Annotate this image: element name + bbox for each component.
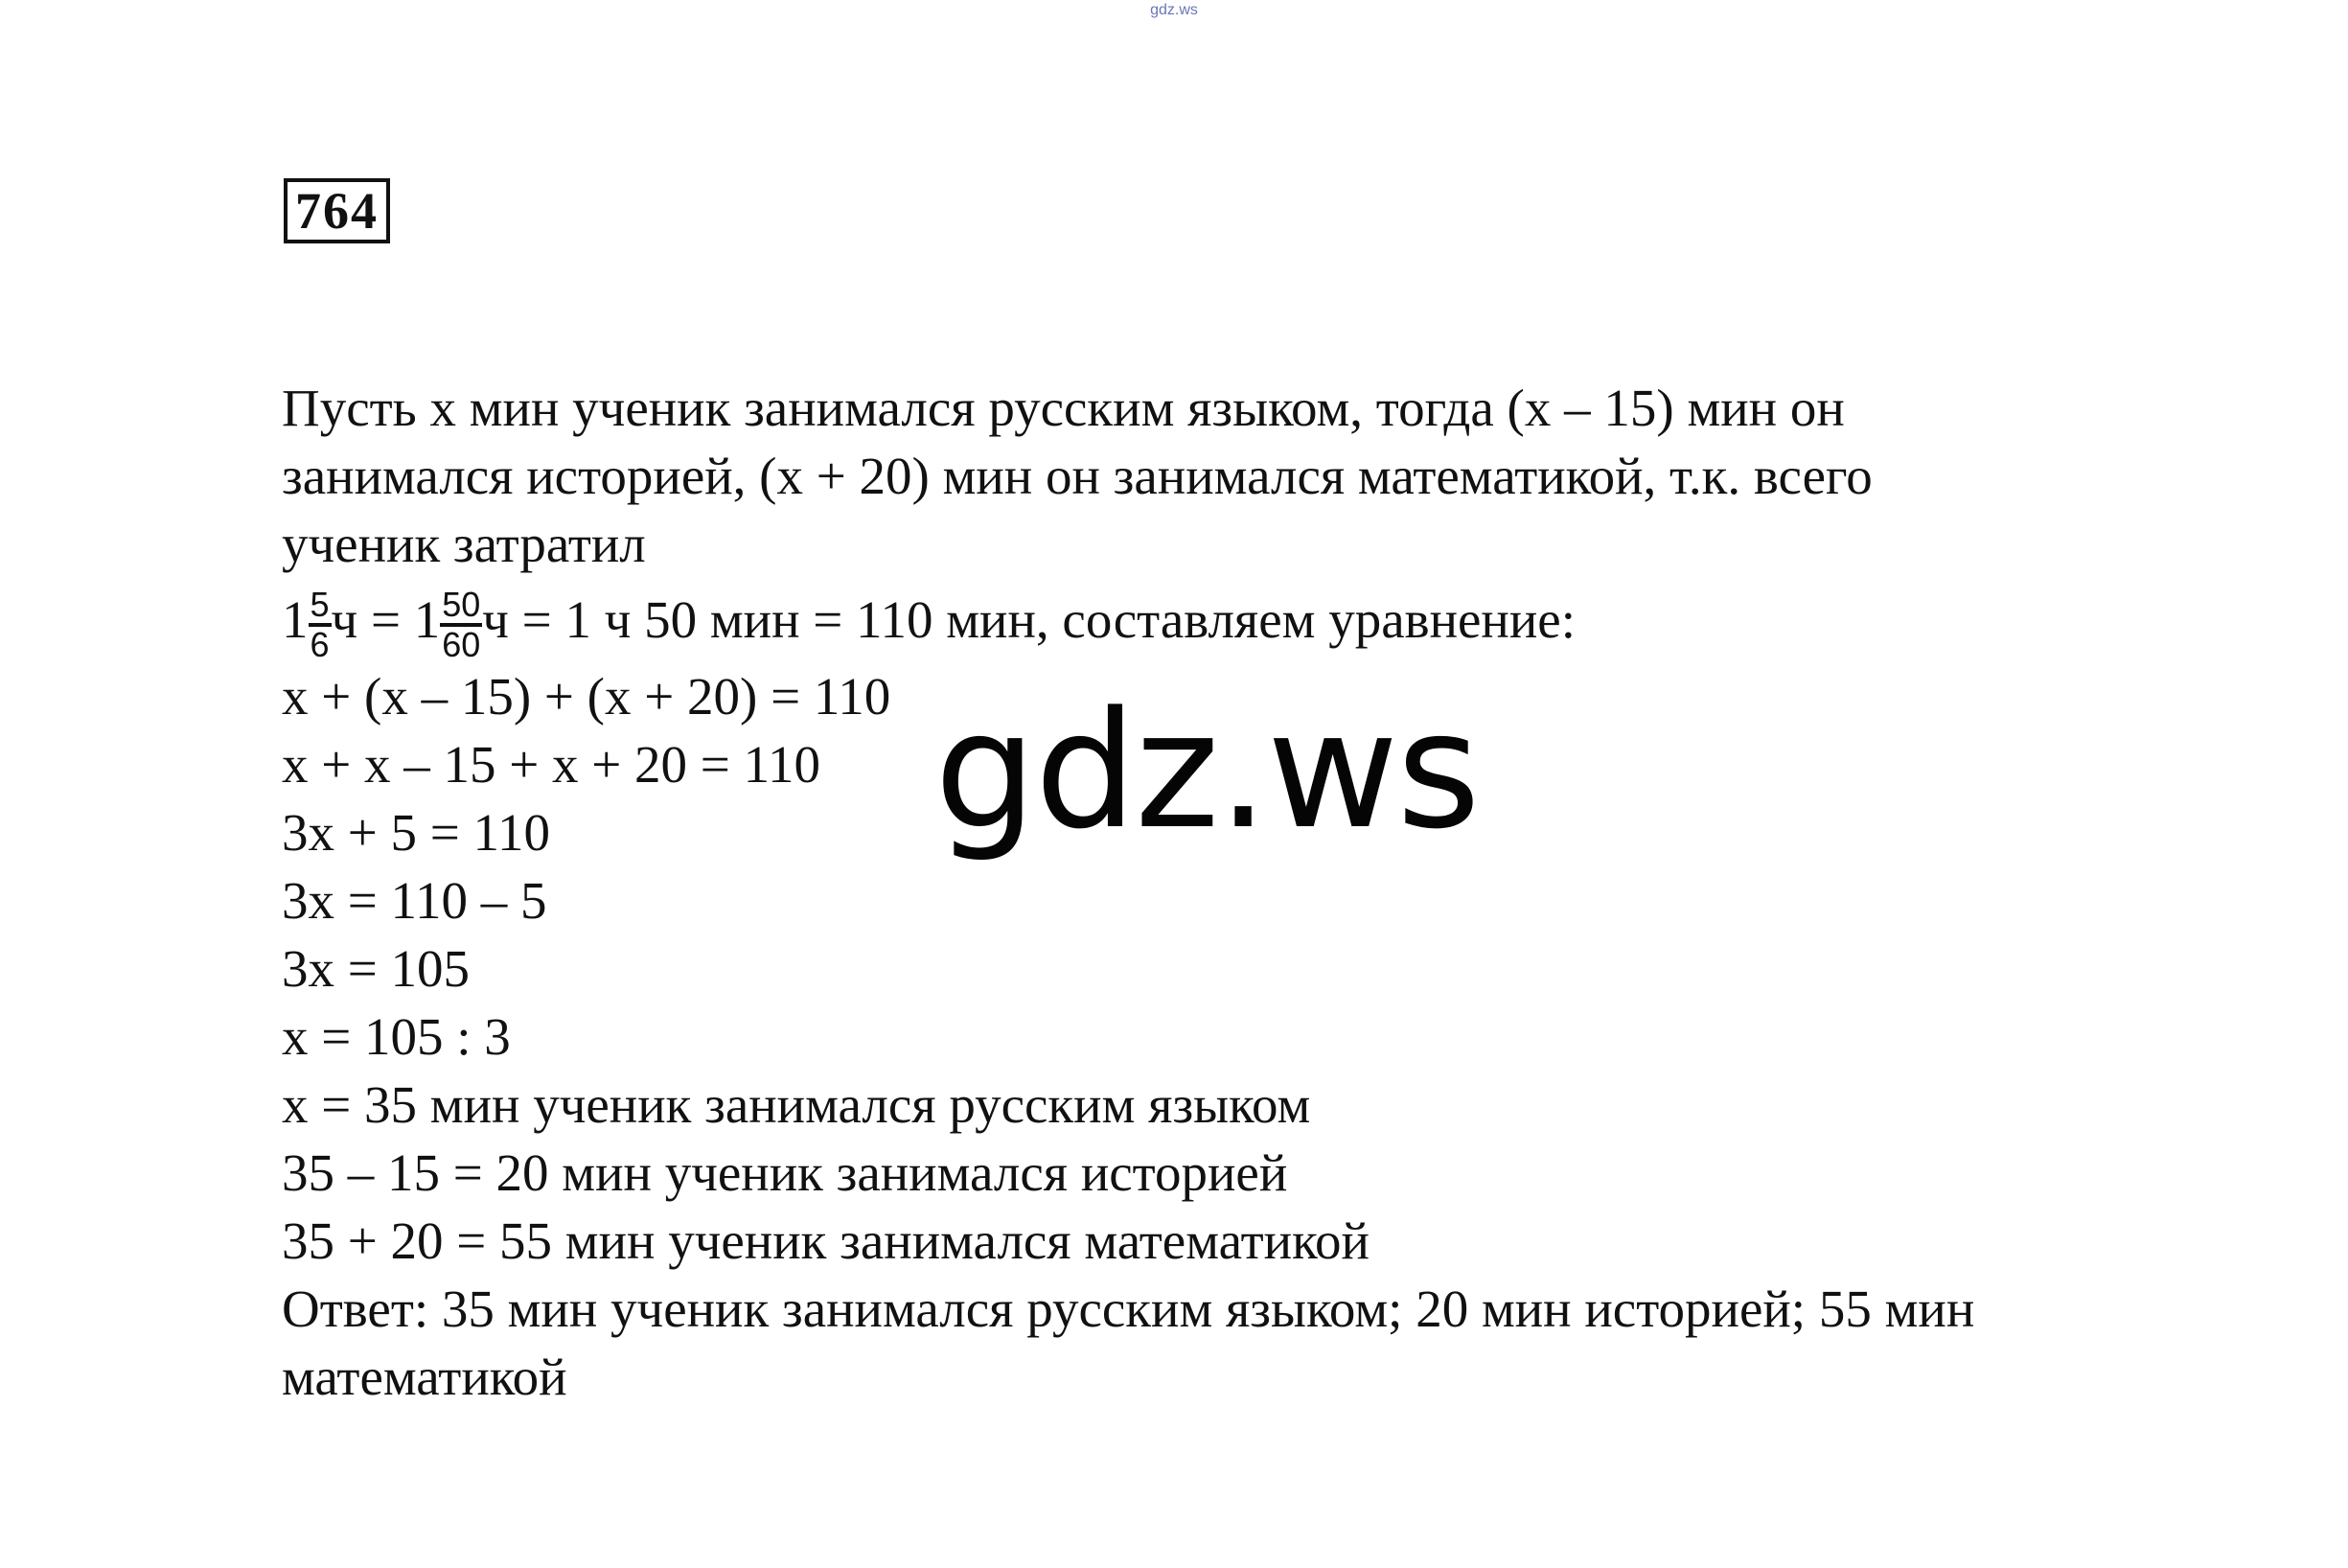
fraction-fifty-sixtieths	[440, 587, 482, 663]
fraction-numerator: 50	[440, 587, 482, 627]
equation-step: х = 105 : 3	[282, 1007, 511, 1066]
unit-text: ч =	[331, 590, 414, 649]
intro-line: ученик затратил	[282, 515, 646, 573]
conversion-result: ч = 1 ч 50 мин = 110 мин, составляем уравнение:	[482, 590, 1576, 649]
intro-line: Пусть х мин ученик занимался русским языком, тогда (х – 15) мин он	[282, 379, 1845, 437]
mixed-number-whole: 1	[413, 590, 441, 649]
site-mark: gdz.ws	[1150, 2, 1198, 18]
watermark-logo: gdz.ws	[934, 677, 1479, 865]
equation-step: 3х + 5 = 110	[282, 803, 550, 862]
fraction-denominator: 60	[442, 625, 481, 665]
solution-text	[282, 374, 2160, 1411]
intro-line: занимался историей, (х + 20) мин он занимался математикой, т.к. всего	[282, 447, 1873, 505]
result-line: 35 – 15 = 20 мин ученик занимался историей	[282, 1143, 1288, 1202]
equation-step: 3х = 110 – 5	[282, 871, 547, 930]
answer-line: Ответ: 35 мин ученик занимался русским языком; 20 мин историей; 55 мин	[282, 1280, 1975, 1338]
answer-line: математикой	[282, 1348, 567, 1406]
equation-step: х + (х – 15) + (х + 20) = 110	[282, 667, 891, 726]
result-line: х = 35 мин ученик занимался русским языком	[282, 1075, 1311, 1134]
mixed-number-whole: 1	[282, 590, 309, 649]
fraction-five-sixths	[309, 587, 332, 663]
fraction-denominator: 6	[310, 625, 330, 665]
fraction-numerator: 5	[309, 587, 332, 627]
time-conversion-line	[282, 578, 2160, 665]
result-line: 35 + 20 = 55 мин ученик занимался математикой	[282, 1211, 1370, 1270]
equation-step: 3х = 105	[282, 939, 471, 998]
equation-step: х + х – 15 + х + 20 = 110	[282, 735, 821, 794]
task-number-box: 764	[284, 178, 390, 243]
